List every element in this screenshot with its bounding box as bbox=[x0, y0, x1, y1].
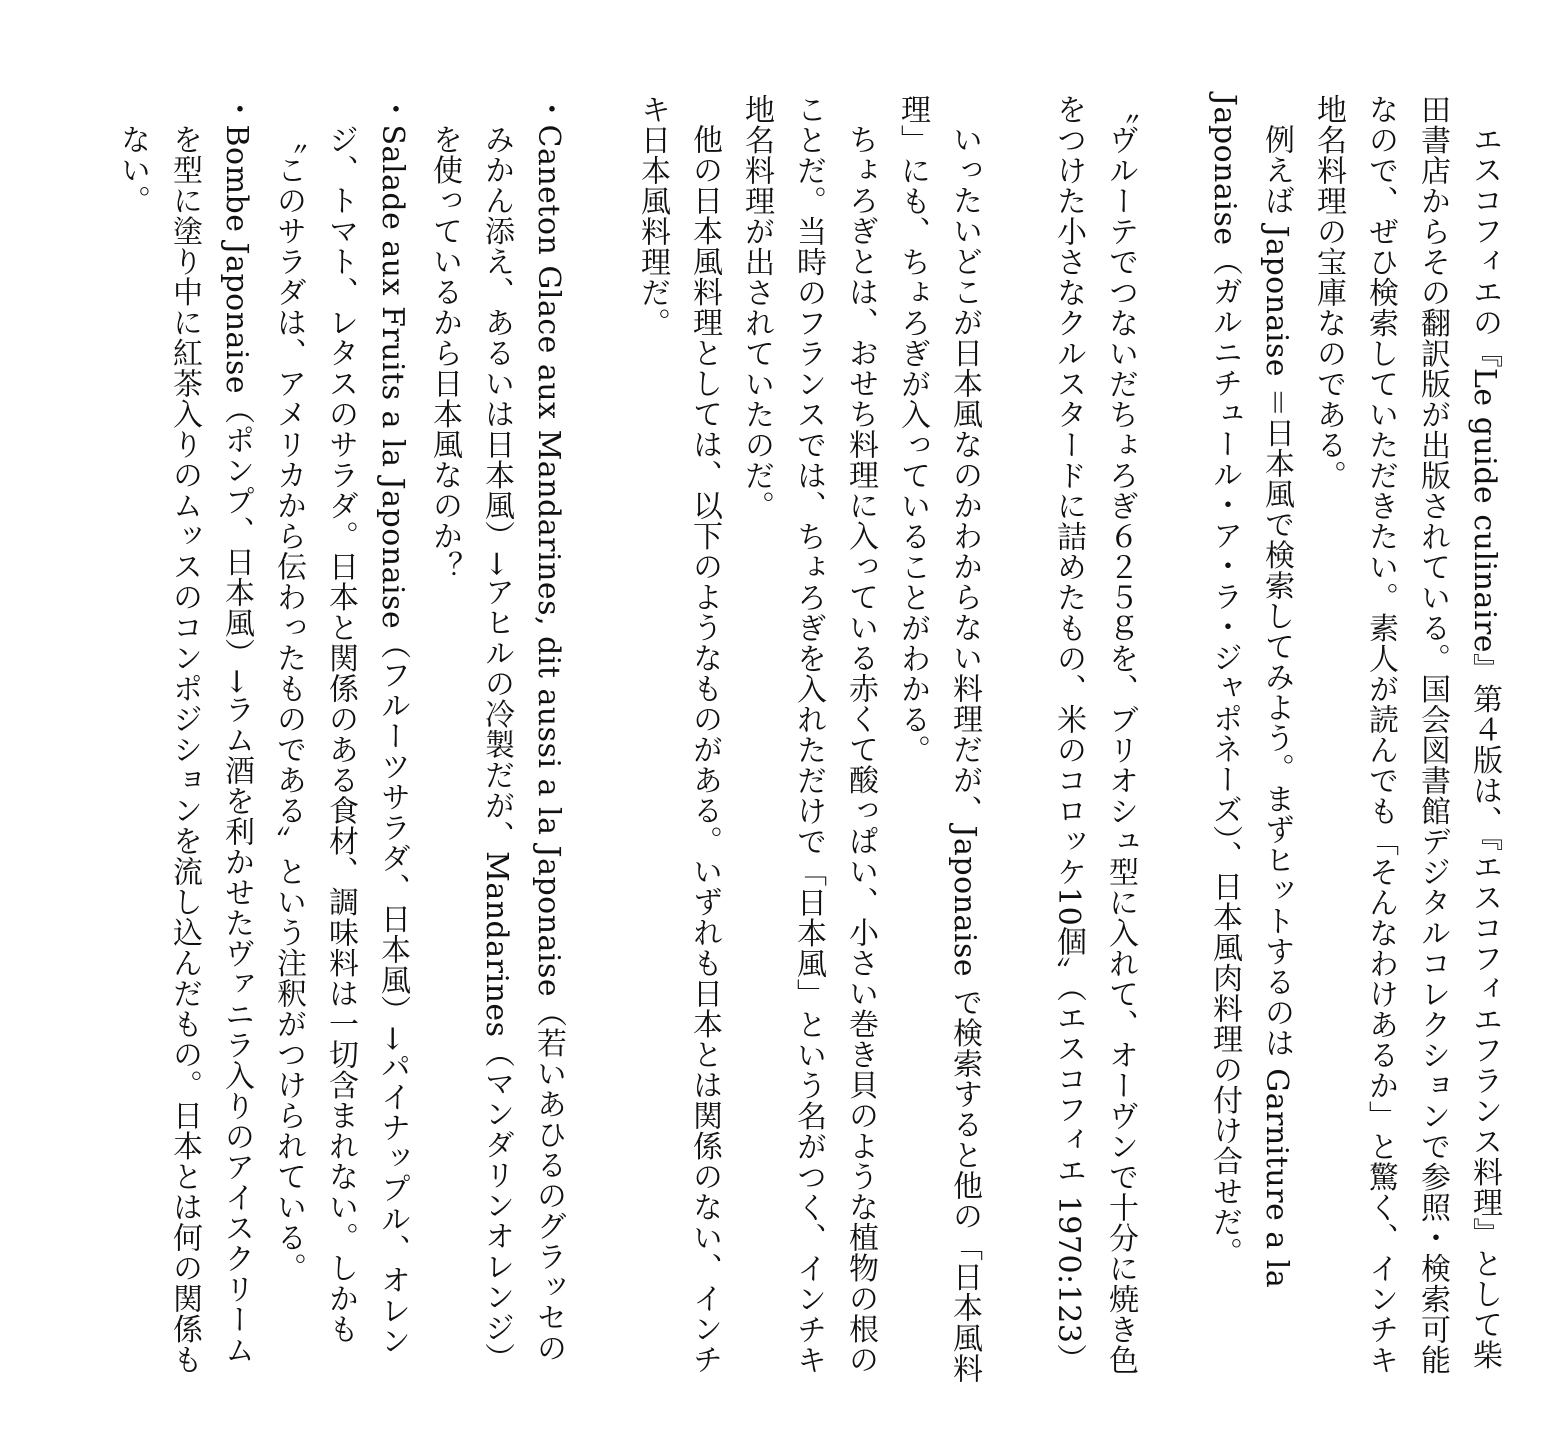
list-item-caneton: ・Caneton Glace aux Mandarines, dit aussi a la Japonaise（若いあひるのグラッセのみかん添え、あるいは日本風）→アヒルの冷製だが、Mandarines（マンダリンオレンジ）を使っているから日本風なのか？ bbox=[427, 94, 566, 1374]
paragraph-intro: エスコフィエの『Le guide culinaire』第４版は、『エスコフィエフランス料理』として柴田書店からその翻訳版が出版されている。国会図書館デジタルコレクションで参照・検索可能なので、ぜひ検索していただきたい。素人が読んでも「そんなわけあるか」と驚く、インチキ地名料理の宝庫なのである。 bbox=[1311, 94, 1502, 1375]
list-item-bombe: ・Bombe Japonaise（ポンプ、日本風）→ラム酒を利かせたヴァニラ入りのアイスクリームを型に塗り中に紅茶入りのムッスのコンポジションを流し込んだもの。日本とは何の関係もない。 bbox=[115, 94, 254, 1375]
paragraph-quotation: 〝ヴルーテでつないだちょろぎ６２５ｇを、ブリオシュ型に入れて、オーヴンで十分に焼き色をつけた小さなクルスタードに詰めたもの、米のコロッケ10個〟（エスコフィエ 1970:123） bbox=[1051, 94, 1138, 1375]
paragraph-others: 他の日本風料理としては、以下のようなものがある。いずれも日本とは関係のない、インチキ日本風料理だ。 bbox=[635, 94, 722, 1375]
list-item-salade: ・Salade aux Fruits a la Japonaise（フルーツサラダ、日本風）→パイナップル、オレンジ、トマト、レタスのサラダ。日本と関係のある食材、調味料は一切含まれない。しかも〝このサラダは、アメリカから伝わったものである〟という注釈がつけられている。 bbox=[271, 94, 410, 1357]
paragraph-commentary: いったいどこが日本風なのかわからない料理だが、Japonaise で検索すると他の「日本風料理」にも、ちょろぎが入っていることがわかる。 bbox=[895, 94, 982, 1384]
blank-line bbox=[1146, 94, 1198, 1384]
blank-line bbox=[990, 94, 1042, 1384]
paragraph-chorogi: ちょろぎとは、おせち料理に入っている赤くて酸っぱい、小さい巻き貝のような植物の根のことだ。当時のフランスでは、ちょろぎを入れただけで「日本風」という名がつく、インチキ地名料理が出されていたのだ。 bbox=[739, 94, 878, 1375]
blank-line bbox=[574, 94, 626, 1384]
vertical-text-body bbox=[106, 94, 1510, 1384]
paragraph-example: 例えば Japonaise ＝日本風で検索してみよう。まずヒットするのは Garniture a la Japonaise（ガルニチュール・ア・ラ・ジャポネーズ）、日本風肉料理の付け合せだ。 bbox=[1207, 94, 1294, 1289]
